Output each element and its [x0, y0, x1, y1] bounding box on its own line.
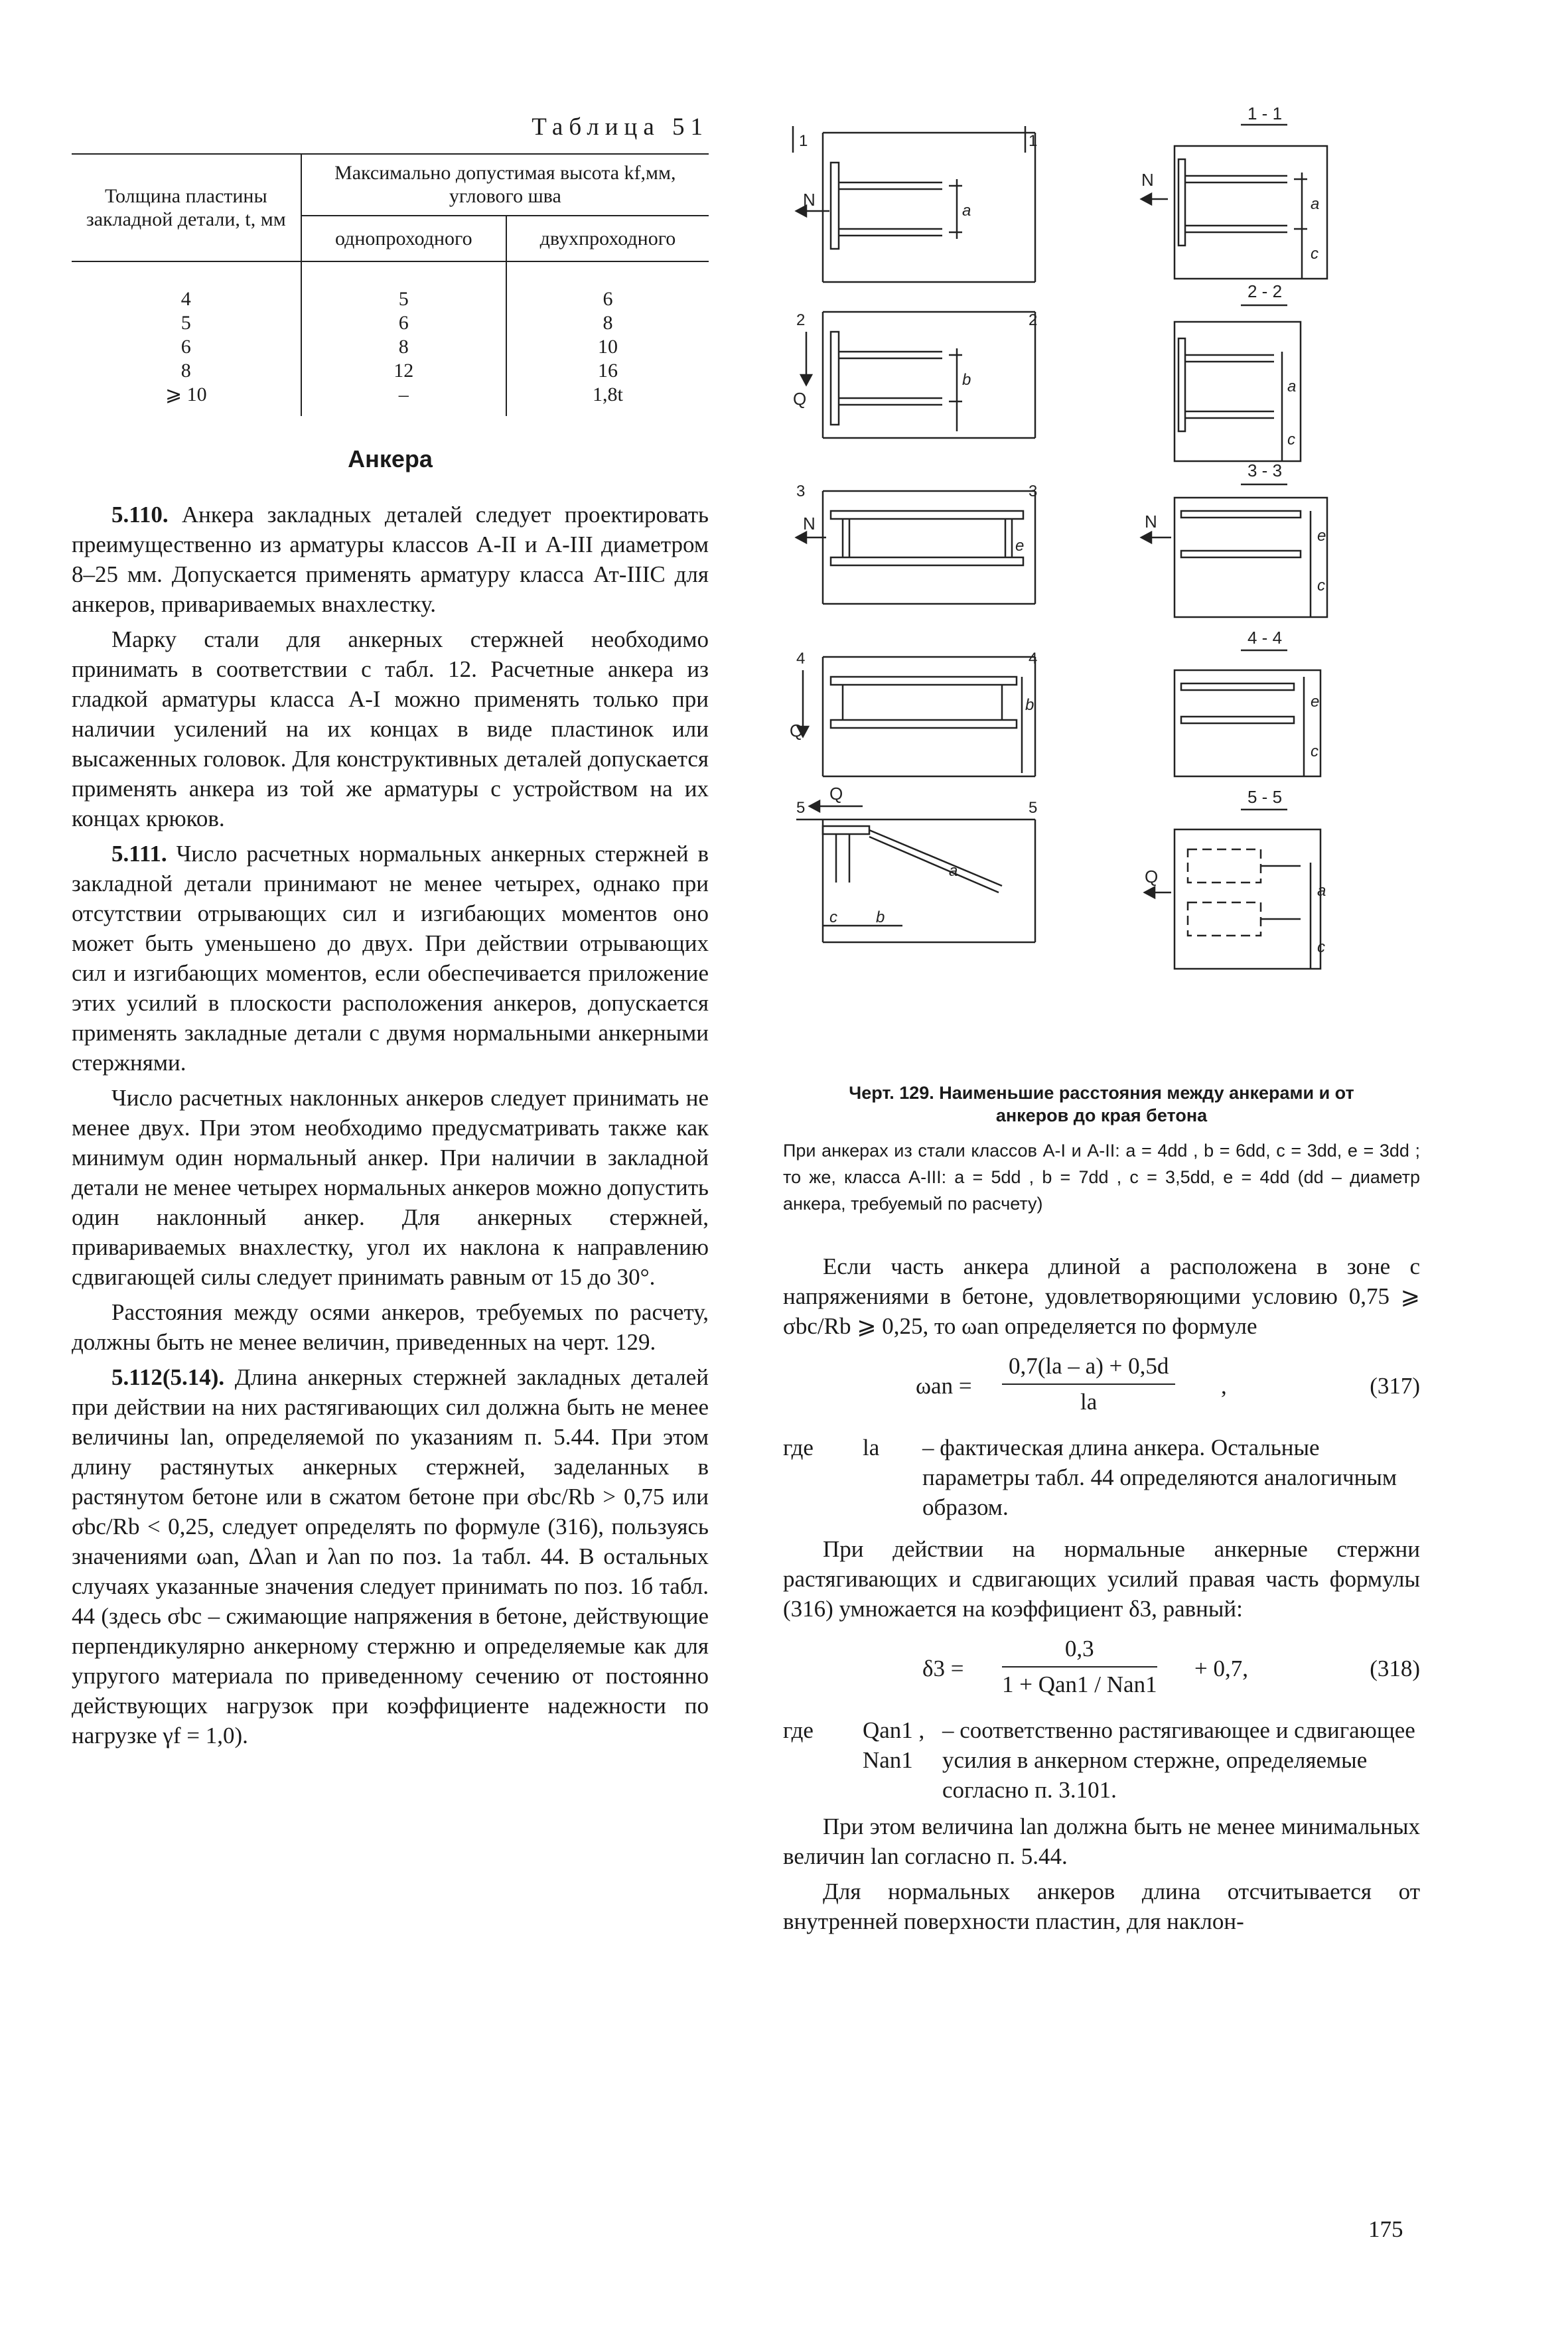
table-cell: 8 [72, 359, 301, 383]
svg-text:e: e [1311, 693, 1320, 711]
paragraph-steel-grade: Марку стали для анкерных стержней необходимо принимать в соответствии с табл. 12. Расчетные анкера из гладкой арматуры класса А-I можно применять только при наличии усилений на их концах в виде пластинок или высаженных головок. Для конструктивных деталей допускается применять анкера из той же арматуры с устройством на их концах крюков. [72, 626, 709, 832]
svg-text:a: a [1287, 378, 1297, 395]
table-sub-single-pass: однопроходного [301, 216, 506, 261]
equation-number: (318) [1370, 1656, 1420, 1681]
section-label: 2 - 2 [1247, 281, 1283, 301]
table-cell: 10 [597, 336, 618, 358]
table-label: Таблица 51 [532, 113, 709, 141]
figure-note: При анкерах из стали классов А-I и А-II: a = 4dd , b = 6dd, c = 3dd, e = 3dd ; то же, класса А-III: a = 5dd , b = 7dd , c = 3,5dd, e = 4dd (dd – диаметр анкера, требуемый по расчету) [783, 1141, 1420, 1214]
svg-text:Q: Q [829, 784, 843, 804]
svg-text:2: 2 [796, 311, 806, 329]
where-symbol: la [863, 1435, 880, 1460]
svg-text:c: c [1311, 245, 1319, 263]
formula-fraction [1002, 1636, 1157, 1698]
table-cell: 5 [301, 261, 506, 311]
svg-text:Q: Q [1145, 867, 1159, 887]
svg-text:e: e [1317, 527, 1326, 545]
paragraph-text: Длина анкерных стержней закладных деталей при действии на них растягивающих сил должна быть не менее величины lan, определяемой по указаниям п. 5.44. При этом длину растянутых анкерных стержней, заделанных в растянутом бетоне или в сжатом бетоне при σbc/Rb > 0,75 или σbc/Rb < 0,25, следует определять по формуле (316), пользуясь значениями ωan, Δλan и λan по поз. 1а табл. 44. В остальных случаях указанные значения следует принимать по поз. 1б табл. 44 (здесь σbc – сжимающие напряжения в бетоне, действующие перпендикулярно анкерному стержню и определяемые как для упругого материала по приведенному сечению от постоянно действующих нагрузок при коэффициенте надежности по нагрузке γf = 1,0). [72, 1364, 709, 1749]
drawing-3-elevation [796, 491, 1035, 604]
clause-number: 5.111. [111, 841, 167, 867]
svg-text:5: 5 [1029, 799, 1038, 817]
table-cell: 1,8t [593, 384, 623, 406]
svg-text:2: 2 [1029, 311, 1038, 329]
formula-tail: , [1221, 1373, 1227, 1399]
formula-denominator: la [1080, 1389, 1098, 1415]
drawing-4-elevation [798, 657, 1035, 776]
svg-text:N: N [1141, 170, 1154, 190]
svg-text:1: 1 [1029, 132, 1038, 150]
svg-text:e: e [1015, 537, 1025, 555]
figure-caption [783, 1082, 1420, 1127]
formula-lhs: ωan = [916, 1373, 972, 1399]
formula-lhs: δ3 = [922, 1656, 964, 1681]
formula-numerator: 0,3 [1002, 1636, 1157, 1668]
clause-number: 5.112(5.14). [111, 1364, 225, 1391]
formula-tail: + 0,7, [1194, 1656, 1248, 1681]
table-row [72, 311, 709, 335]
svg-text:4: 4 [1029, 650, 1038, 668]
svg-text:N: N [803, 514, 816, 533]
table-51 [72, 153, 709, 416]
svg-text:c: c [1287, 431, 1295, 449]
paragraph-delta3: При действии на нормальные анкерные стержни растягивающих и сдвигающих усилий правая часть формулы (316) умножается на коэффициент δ3, равный: [783, 1536, 1420, 1622]
section-heading-anchors: Анкера [348, 445, 433, 473]
paragraph-text: Анкера закладных деталей следует проектировать преимущественно из арматуры классов А-II и А-III диаметром 8–25 мм. Допускается применять арматуру класса Ат-IIIС для анкеров, привариваемых внахлестку. [72, 502, 709, 618]
drawing-2-elevation [801, 311, 1038, 438]
equation-number: (317) [1370, 1373, 1420, 1399]
svg-text:c: c [1317, 577, 1325, 595]
drawing-1-elevation [793, 126, 1038, 282]
table-cell: 6 [603, 288, 613, 311]
svg-text:b: b [962, 371, 971, 389]
formula-318 [783, 1636, 1420, 1709]
where-description: – соответственно растягивающее и сдвигающее усилия в анкерном стержне, определяемые согласно п. 3.101. [942, 1717, 1415, 1803]
where-label: где [783, 1435, 814, 1460]
svg-text:c: c [1311, 743, 1319, 760]
table-cell: ⩾ 10 [72, 383, 301, 416]
svg-text:c: c [829, 908, 837, 926]
drawing-4-section [1175, 650, 1320, 776]
formula-numerator: 0,7(la – a) + 0,5d [1002, 1353, 1175, 1385]
svg-text:3: 3 [1029, 482, 1038, 500]
formula-318-where [783, 1715, 1420, 1805]
section-label: 5 - 5 [1247, 787, 1283, 807]
table-row [72, 335, 709, 359]
svg-text:5: 5 [796, 799, 806, 817]
paragraph-inclined-anchors: Число расчетных наклонных анкеров следует принимать не менее двух. При этом необходимо предусматривать также как минимум один нормальный анкер. При наличии в закладной детали не менее четырех нормальных анкеров можно допустить один наклонный анкер. Для анкерных стержней, привариваемых внахлестку, угол их наклона к направлению сдвигающей силы следует принимать равным от 15 до 30°. [72, 1085, 709, 1291]
anchor-spacing-drawings [783, 100, 1420, 1068]
paragraph-5-111 [72, 839, 709, 1078]
table-sub-double-pass: двухпроходного [506, 216, 709, 261]
svg-text:N: N [803, 190, 816, 210]
drawing-5-section [1145, 810, 1320, 969]
formula-317 [783, 1353, 1420, 1426]
svg-text:a: a [949, 862, 958, 880]
svg-text:N: N [1145, 512, 1157, 532]
svg-text:b: b [1025, 696, 1034, 714]
paragraph-normal-anchor-length: Для нормальных анкеров длина отсчитывается от внутренней поверхности пластин, для наклон- [783, 1879, 1420, 1934]
table-cell: 6 [72, 335, 301, 359]
clause-number: 5.110. [111, 502, 169, 528]
svg-text:c: c [1317, 938, 1325, 956]
paragraph-5-110 [72, 500, 709, 619]
svg-text:4: 4 [796, 650, 806, 668]
svg-text:1: 1 [799, 132, 808, 150]
paragraph-partial-anchor: Если часть анкера длиной a расположена в зоне с напряжениями в бетоне, удовлетворяющими условию 0,75 ⩾ σbc/Rb ⩾ 0,25, то ωan определяется по формуле [783, 1253, 1420, 1339]
where-symbol: Qan1 , Nan1 [863, 1717, 925, 1773]
paragraph-5-112 [72, 1362, 709, 1750]
page-number: 175 [1368, 2216, 1403, 2242]
table-cell: 5 [72, 311, 301, 335]
figure-129 [783, 100, 1420, 1068]
where-description: – фактическая длина анкера. Остальные параметры табл. 44 определяются аналогичным образом. [922, 1435, 1397, 1520]
table-row [72, 359, 709, 383]
table-cell: 4 [72, 261, 301, 311]
left-column [72, 100, 709, 1756]
right-column [783, 100, 1420, 1942]
table-cell: 12 [301, 359, 506, 383]
table-cell: 8 [603, 312, 613, 334]
svg-text:a: a [962, 202, 971, 220]
formula-317-where [783, 1433, 1420, 1522]
section-label: 1 - 1 [1247, 104, 1283, 123]
formula-fraction [1002, 1353, 1175, 1415]
drawing-3-section [1141, 484, 1327, 617]
paragraph-lan-min: При этом величина lan должна быть не менее минимальных величин lan согласно п. 5.44. [783, 1813, 1420, 1869]
svg-text:a: a [1317, 882, 1326, 900]
drawing-2-section [1175, 305, 1301, 461]
section-label: 4 - 4 [1247, 628, 1283, 648]
table-row [72, 261, 709, 311]
paragraph-spacing: Расстояния между осями анкеров, требуемых по расчету, должны быть не менее величин, приведенных на черт. 129. [72, 1299, 709, 1356]
caption-line: анкеров до края бетона [995, 1105, 1208, 1125]
table-cell: 6 [301, 311, 506, 335]
caption-line: Черт. 129. Наименьшие расстояния между анкерами и от [849, 1083, 1354, 1103]
svg-text:Q: Q [790, 721, 804, 741]
table-cell: 8 [301, 335, 506, 359]
table-col-weld-height: Максимально допустимая высота kf,мм, углового шва [301, 154, 709, 216]
table-col-thickness: Толщина пластины закладной детали, t, мм [72, 154, 301, 261]
svg-text:b: b [876, 908, 885, 926]
where-label: где [783, 1717, 814, 1743]
table-cell: – [301, 383, 506, 416]
svg-text:Q: Q [793, 389, 807, 409]
table-row [72, 383, 709, 416]
svg-text:a: a [1311, 195, 1320, 213]
formula-denominator: 1 + Qan1 / Nan1 [1002, 1671, 1157, 1697]
svg-text:3: 3 [796, 482, 806, 500]
drawing-1-section [1141, 125, 1327, 279]
section-label: 3 - 3 [1247, 461, 1283, 480]
paragraph-text: Число расчетных нормальных анкерных стержней в закладной детали принимают не менее четырех, однако при отсутствии отрывающих сил и изгибающих моментов оно может быть уменьшено до двух. При действии отрывающих сил и изгибающих моментов, если обеспечивается приложение этих усилий в плоскости расположения анкеров, допускается применять закладные детали с двумя нормальными анкерными стержнями. [72, 841, 709, 1076]
table-cell: 16 [597, 360, 618, 382]
